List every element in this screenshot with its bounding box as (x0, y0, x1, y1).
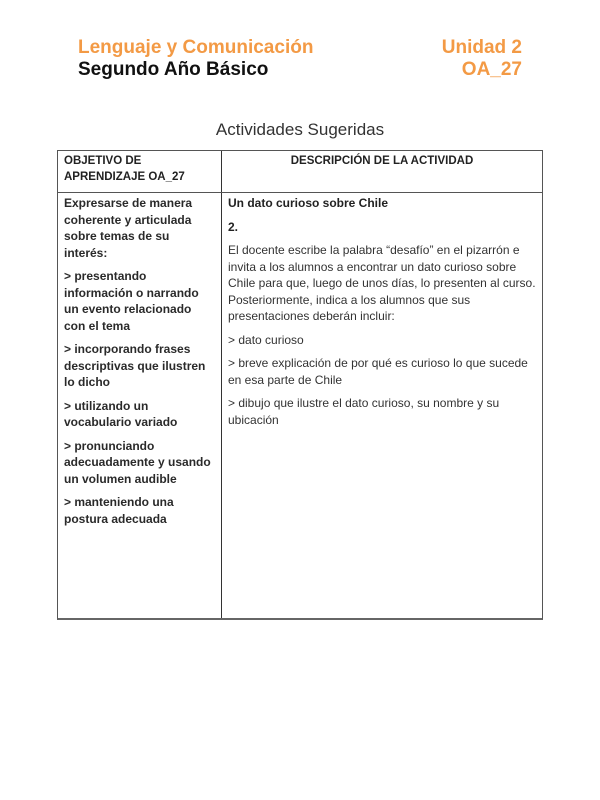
header-row-divider (58, 192, 542, 193)
grade-level: Segundo Año Básico (78, 59, 269, 80)
activity-number: 2. (228, 219, 239, 234)
activity-paragraph: El docente escribe la palabra “desafío” en el pizarrón e invita a los alumnos a encontrar un dato curioso sobre Chile para que, luego de unos días, lo presenten al curso. Posteriormente, indica a los alumnos que sus presentaciones deberán incluir: (228, 243, 536, 323)
subject-title: Lenguaje y Comunicación (78, 37, 314, 58)
objective-item: > presentando información o narrando un evento relacionado con el tema (64, 269, 199, 333)
activity-item: > dato curioso (228, 332, 304, 347)
oa-code: OA_27 (461, 59, 522, 80)
section-title: Actividades Sugeridas (215, 120, 385, 139)
unit-label: Unidad 2 (441, 37, 522, 58)
header-description: DESCRIPCIÓN DE LA ACTIVIDAD (290, 155, 474, 167)
column-divider (221, 151, 222, 618)
activity-table (57, 150, 543, 620)
activity-item: > dibujo que ilustre el dato curioso, su nombre y su ubicación (228, 396, 500, 427)
description-cell (228, 195, 540, 435)
objective-cell (64, 195, 216, 534)
objective-item: > pronunciando adecuadamente y usando un volumen audible (64, 438, 211, 486)
page-header (78, 37, 522, 85)
objective-item: > manteniendo una postura adecuada (64, 495, 174, 526)
activity-item: > breve explicación de por qué es curioso lo que sucede en esa parte de Chile (228, 356, 528, 387)
header-objective: OBJETIVO DE APRENDIZAJE OA_27 (64, 155, 185, 183)
objective-item: > utilizando un vocabulario variado (64, 398, 178, 429)
objective-intro: Expresarse de manera coherente y articulada sobre temas de su interés: (64, 196, 193, 260)
objective-item: > incorporando frases descriptivas que ilustren lo dicho (64, 342, 206, 389)
header-left (78, 37, 313, 81)
header-right (442, 37, 522, 81)
activity-title: Un dato curioso sobre Chile (228, 196, 389, 210)
